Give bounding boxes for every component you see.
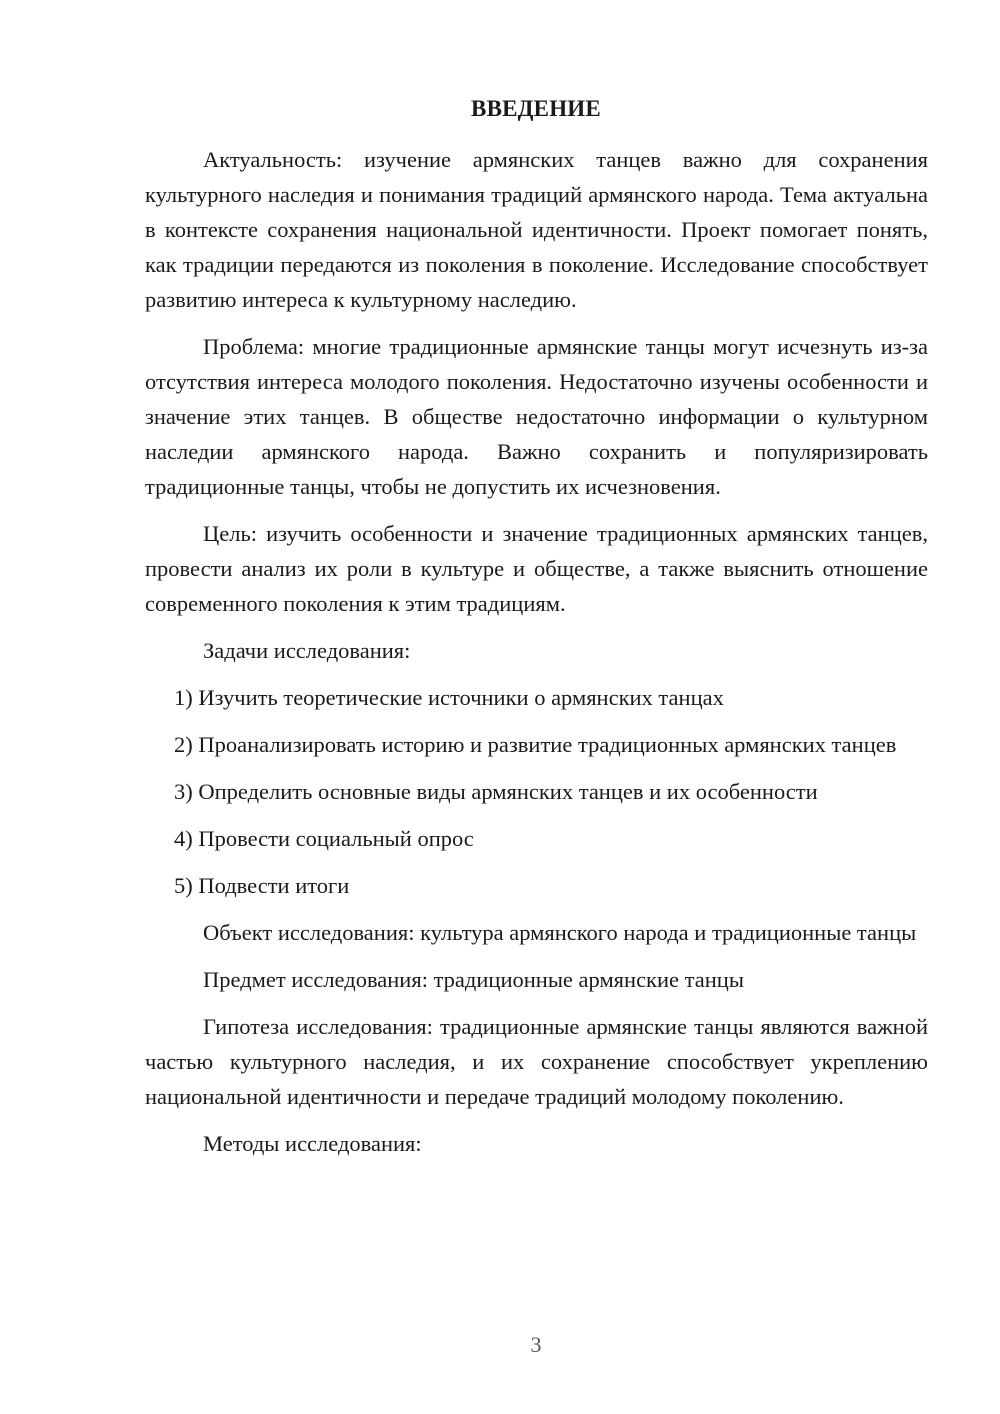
hypothesis-paragraph: Гипотеза исследования: традиционные армянские танцы являются важной частью культурного наследия, и их сохранение способствует укреплению национальной идентичности и передаче традиций молодому поколению.: [145, 1014, 928, 1109]
page-number: 3: [530, 1332, 542, 1357]
methods-heading: Методы исследования:: [203, 1131, 422, 1156]
problem-paragraph: Проблема: многие традиционные армянские танцы могут исчезнуть из-за отсутствия интереса молодого поколения. Недостаточно изучены особенности и значение этих танцев. В обществе недостаточно информации о культурном наследии армянского народа. Важно сохранить и популяризировать традиционные танцы, чтобы не допустить их исчезновения.: [145, 334, 928, 499]
task-item-5: 5) Подвести итоги: [174, 873, 350, 898]
subject-paragraph: Предмет исследования: традиционные армянские танцы: [203, 967, 744, 992]
object-paragraph: Объект исследования: культура армянского народа и традиционные танцы: [203, 920, 917, 945]
tasks-heading: Задачи исследования:: [203, 638, 411, 663]
relevance-paragraph: Актуальность: изучение армянских танцев важно для сохранения культурного наследия и понимания традиций армянского народа. Тема актуальна в контексте сохранения национальной идентичности. Проект помогает понять, как традиции передаются из поколения в поколение. Исследование способствует развитию интереса к культурному наследию.: [145, 147, 928, 312]
section-title: ВВЕДЕНИЕ: [471, 96, 601, 121]
task-item-4: 4) Провести социальный опрос: [174, 826, 474, 851]
document-body: [145, 142, 928, 1173]
task-item-3: 3) Определить основные виды армянских танцев и их особенности: [174, 779, 818, 804]
task-item-1: 1) Изучить теоретические источники о армянских танцах: [174, 685, 724, 710]
task-item-2: 2) Проанализировать историю и развитие традиционных армянских танцев: [174, 732, 897, 757]
goal-paragraph: Цель: изучить особенности и значение традиционных армянских танцев, провести анализ их роли в культуре и обществе, а также выяснить отношение современного поколения к этим традициям.: [145, 521, 928, 616]
